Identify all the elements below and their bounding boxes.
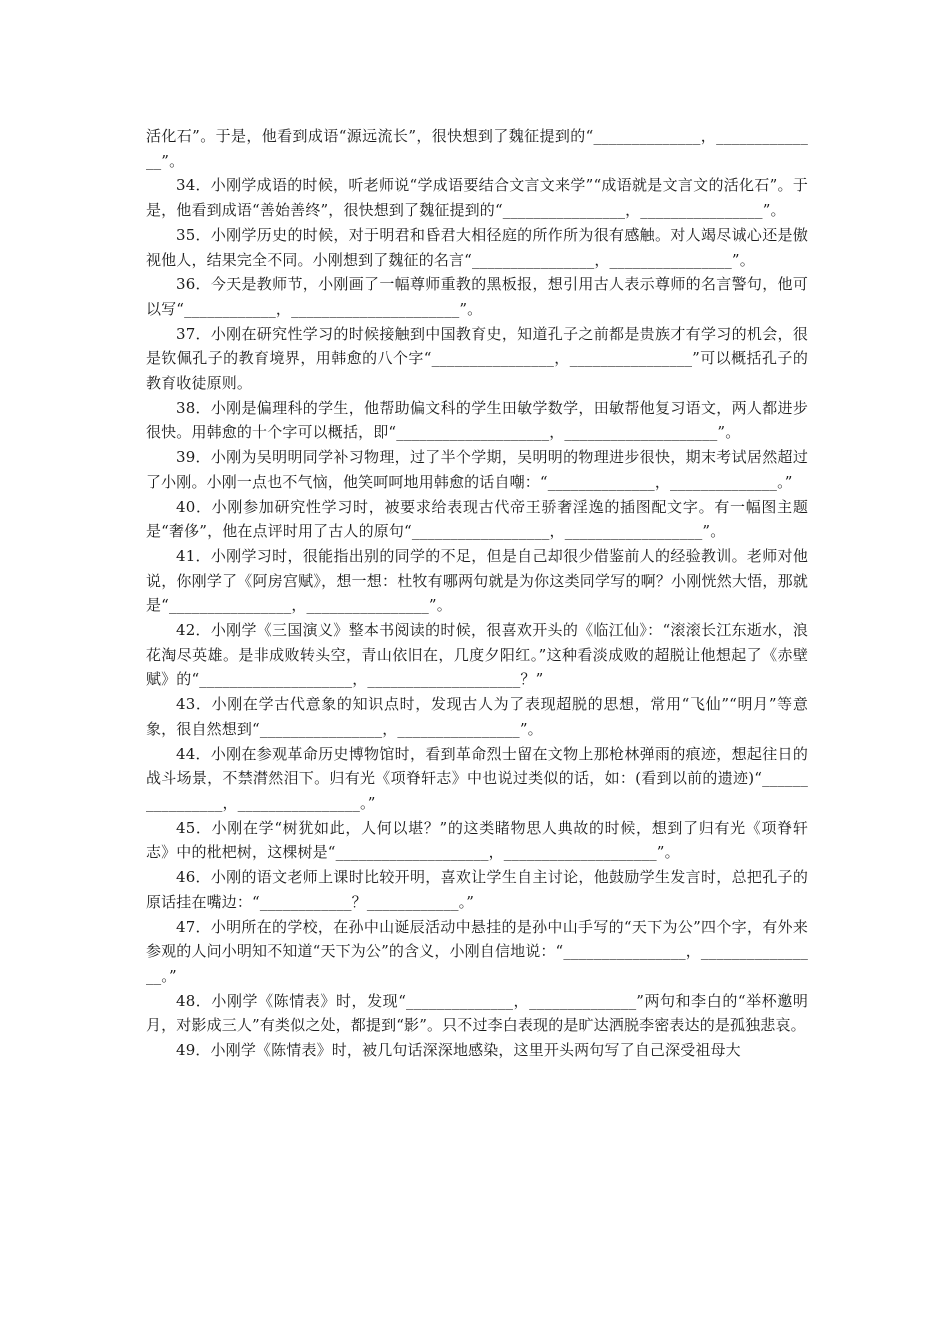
question-49: 49．小刚学《陈情表》时，被几句话深深地感染，这里开头两句写了自己深受祖母大 <box>176 1041 741 1060</box>
document-body <box>146 124 808 1063</box>
question-40: 40．小刚参加研究性学习时，被要求给表现古代帝王骄奢淫逸的插图配文字。有一幅图主题是“奢侈”，他在点评时用了古人的原句“__________________，__________________”。 <box>146 497 808 541</box>
question-39: 39．小刚为吴明明同学补习物理，过了半个学期，吴明明的物理进步很快，期末考试居然超过了小刚。小刚一点也不气恼，他笑呵呵地用韩愈的话自嘲：“______________，______________。” <box>146 448 808 491</box>
question-47: 47．小明所在的学校，在孙中山诞辰活动中悬挂的是孙中山手写的“天下为公”四个字，有外来参观的人问小明知不知道“天下为公”的含义，小刚自信地说：“________________，________________。” <box>146 917 809 985</box>
question-38: 38．小刚是偏理科的学生，他帮助偏文科的学生田敏学数学，田敏帮他复习语文，两人都进步很快。用韩愈的十个字可以概括，即“____________________，____________________”。 <box>146 398 808 442</box>
paragraph-33-continued: 活化石”。于是，他看到成语“源远流长”，很快想到了魏征提到的“______________，______________”。 <box>146 127 808 170</box>
question-45: 45．小刚在学“树犹如此，人何以堪？”的这类睹物思人典故的时候，想到了归有光《项脊轩志》中的枇杷树，这棵树是“____________________，____________________”。 <box>146 818 808 862</box>
question-44: 44．小刚在参观革命历史博物馆时，看到革命烈士留在文物上那枪林弹雨的痕迹，想起往日的战斗场景，不禁潸然泪下。归有光《项脊轩志》中也说过类似的话，如：(看到以前的遗迹)“________________，________________。” <box>146 744 808 812</box>
question-48: 48．小刚学《陈情表》时，发现“______________，______________”两句和李白的“举杯邀明月，对影成三人”有类似之处，都提到“影”。只不过李白表现的是旷达洒脱李密表达的是孤独悲哀。 <box>146 991 808 1035</box>
question-35: 35．小刚学历史的时候，对于明君和昏君大相径庭的所作所为很有感触。对人竭尽诚心还是傲视他人，结果完全不同。小刚想到了魏征的名言“________________，________________”。 <box>146 225 808 269</box>
question-37: 37．小刚在研究性学习的时候接触到中国教育史，知道孔子之前都是贵族才有学习的机会，很是钦佩孔子的教育境界，用韩愈的八个字“________________，________________”可以概括孔子的教育收徒原则。 <box>146 324 808 393</box>
question-34: 34．小刚学成语的时候，听老师说“学成语要结合文言文来学”“成语就是文言文的活化石”。于是，他看到成语“善始善终”，很快想到了魏征提到的“________________，________________”。 <box>146 176 808 220</box>
question-42: 42．小刚学《三国演义》整本书阅读的时候，很喜欢开头的《临江仙》：“滚滚长江东逝水，浪花淘尽英雄。是非成败转头空，青山依旧在，几度夕阳红。”这种看淡成败的超脱让他想起了《赤壁赋》的“____________________，____________________？” <box>146 621 808 689</box>
question-41: 41．小刚学习时，很能指出别的同学的不足，但是自己却很少借鉴前人的经验教训。老师对他说，你刚学了《阿房宫赋》，想一想：杜牧有哪两句就是为你这类同学写的啊？小刚恍然大悟，那就是“________________，________________”。 <box>146 546 808 615</box>
question-46: 46．小刚的语文老师上课时比较开明，喜欢让学生自主讨论，他鼓励学生发言时，总把孔子的原话挂在嘴边：“____________？____________。” <box>146 868 808 911</box>
question-43: 43．小刚在学古代意象的知识点时，发现古人为了表现超脱的思想，常用“飞仙”“明月”等意象，很自然想到“________________，________________”。 <box>146 695 808 738</box>
question-36: 36．今天是教师节，小刚画了一幅尊师重教的黑板报，想引用古人表示尊师的名言警句，他可以写“____________，______________________”。 <box>146 275 808 318</box>
